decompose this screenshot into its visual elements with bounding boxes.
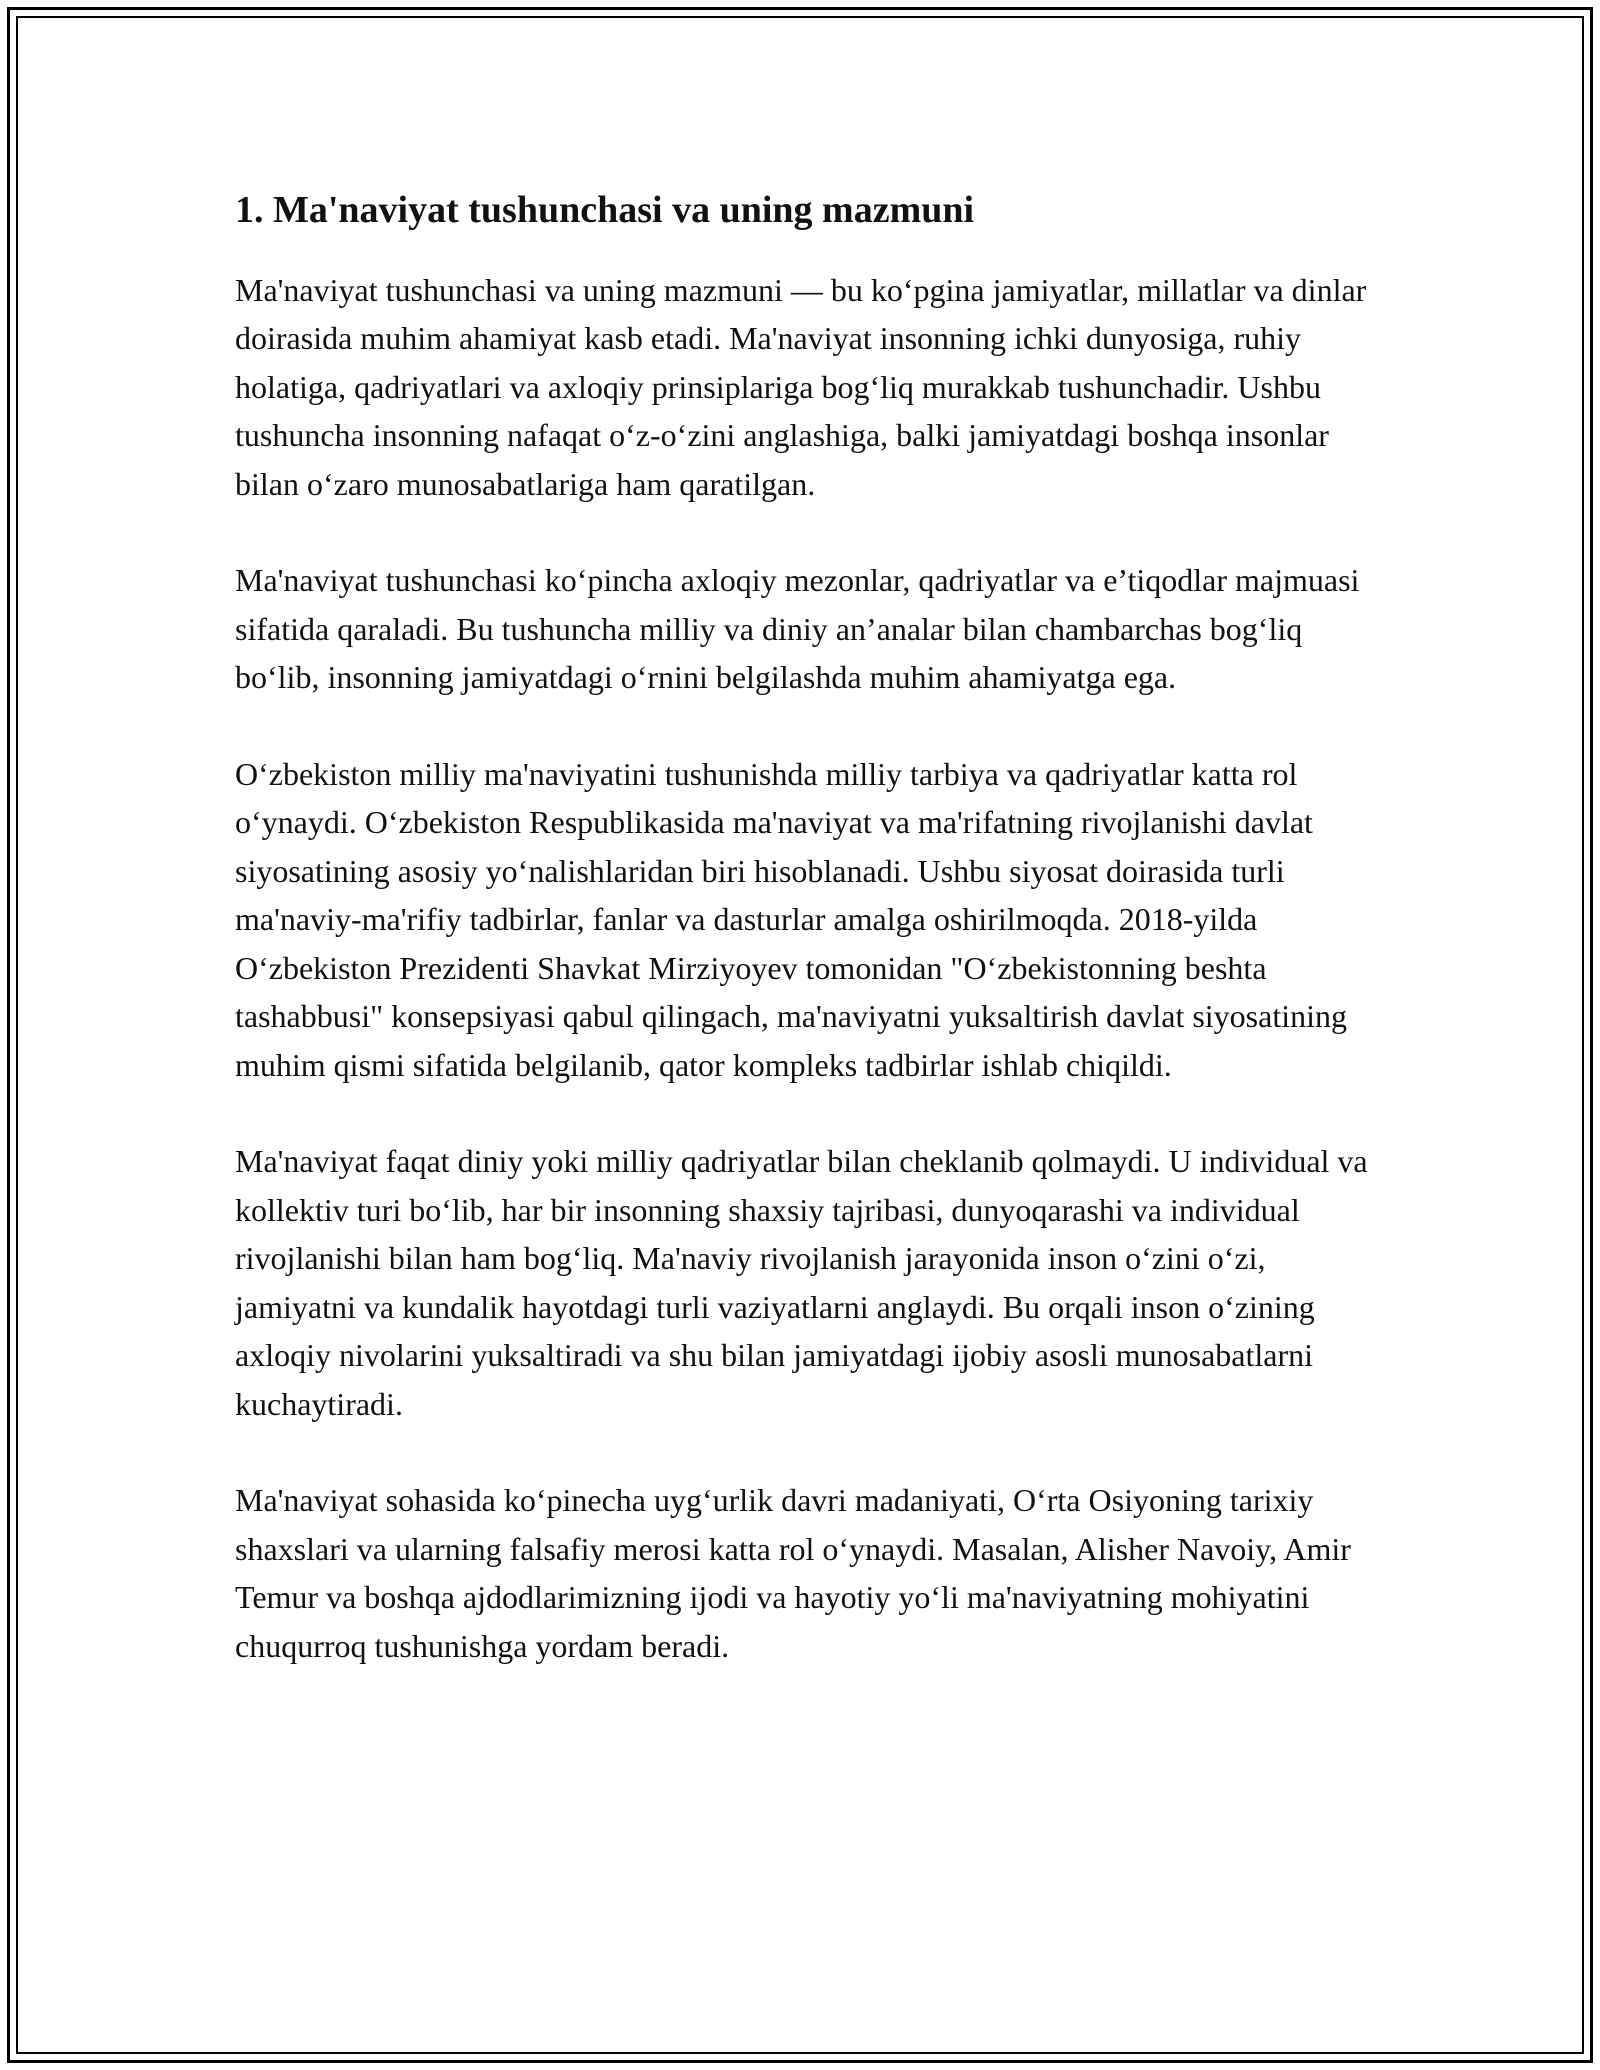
section-heading: 1. Ma'naviyat tushunchasi va uning mazmuni bbox=[235, 189, 975, 231]
paragraph-1: Ma'naviyat tushunchasi va uning mazmuni — bu koʻpgina jamiyatlar, millatlar va dinlar doirasida muhim ahamiyat kasb etadi. Ma'naviyat insonning ichki dunyosiga, ruhiy holatiga, qadriyatlari va axloqiy prinsiplariga bogʻliq murakkab tushunchadir. Ushbu tushuncha insonning nafaqat oʻz-oʻzini anglashiga, balki jamiyatdagi boshqa insonlar bilan oʻzaro munosabatlariga ham qaratilgan. bbox=[235, 271, 1367, 502]
paragraph-5: Ma'naviyat sohasida koʻpinecha uygʻurlik davri madaniyati, Oʻrta Osiyoning tarixiy shaxslari va ularning falsafiy merosi katta rol oʻynaydi. Masalan, Alisher Navoiy, Amir Temur va boshqa ajdodlarimizning ijodi va hayotiy yoʻli ma'naviyatning mohiyatini chuqurroq tushunishga yordam beradi. bbox=[235, 1482, 1351, 1664]
paragraph-3: Oʻzbekiston milliy ma'naviyatini tushunishda milliy tarbiya va qadriyatlar katta rol oʻynaydi. Oʻzbekiston Respublikasida ma'naviyat va ma'rifatning rivojlanishi davlat siyosatining asosiy yoʻnalishlaridan biri hisoblanadi. Ushbu siyosat doirasida turli ma'naviy-ma'rifiy tadbirlar, fanlar va dasturlar amalga oshirilmoqda. 2018-yilda Oʻzbekiston Prezidenti Shavkat Mirziyoyev tomonidan "Oʻzbekistonning beshta tashabbusi" konsepsiyasi qabul qilingach, ma'naviyatni yuksaltirish davlat siyosatining muhim qismi sifatida belgilanib, qator kompleks tadbirlar ishlab chiqildi. bbox=[235, 755, 1347, 1083]
paragraph-4: Ma'naviyat faqat diniy yoki milliy qadriyatlar bilan cheklanib qolmaydi. U individual va kollektiv turi boʻlib, har bir insonning shaxsiy tajribasi, dunyoqarashi va individual rivojlanishi bilan ham bogʻliq. Ma'naviy rivojlanish jarayonida inson oʻzini oʻzi, jamiyatni va kundalik hayotdagi turli vaziyatlarni anglaydi. Bu orqali inson oʻzining axloqiy nivolarini yuksaltiradi va shu bilan jamiyatdagi ijobiy asosli munosabatlarni kuchaytiradi. bbox=[235, 1143, 1368, 1422]
paragraph-2: Ma'naviyat tushunchasi koʻpincha axloqiy mezonlar, qadriyatlar va e’tiqodlar majmuasi sifatida qaraladi. Bu tushuncha milliy va diniy an’analar bilan chambarchas bogʻliq boʻlib, insonning jamiyatdagi oʻrnini belgilashda muhim ahamiyatga ega. bbox=[235, 562, 1360, 696]
document-body bbox=[235, 188, 1375, 1718]
